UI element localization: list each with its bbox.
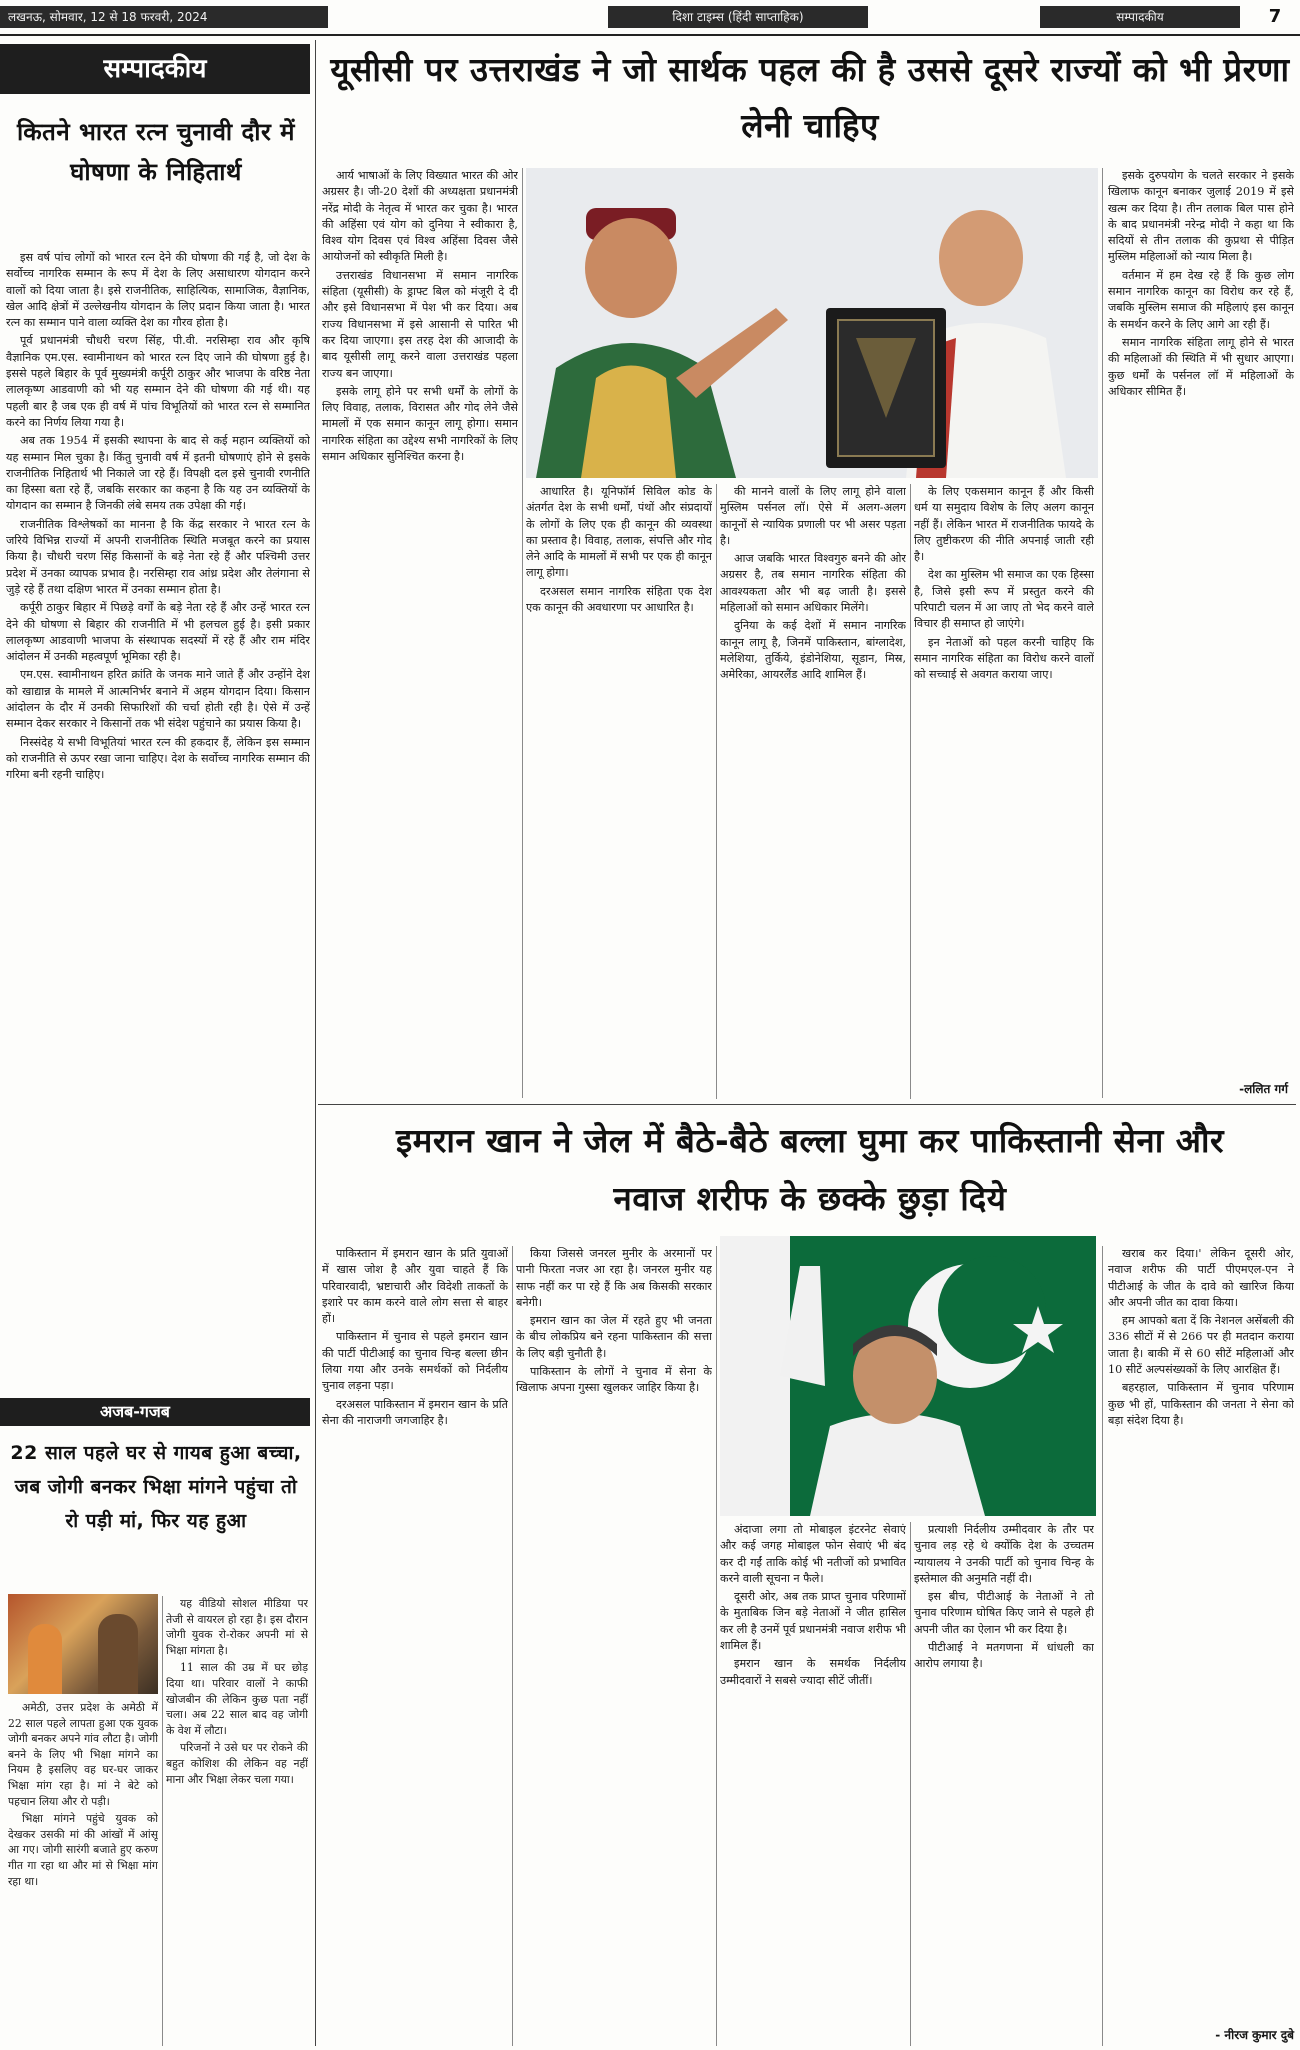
top-paragraph: इसके लागू होने पर सभी धर्मों के लोगों के लिए विवाह, तलाक, विरासत और गोद लेने जैसे मामलों में एक समान कानून लागू होगा। समान नागरिक संहिता का उद्देश्य सभी नागरिकों के लिए समान अधिकार सुनिश्चित करना है। [322, 384, 518, 464]
bottom-paragraph: किया जिससे जनरल मुनीर के अरमानों पर पानी फिरता नजर आ रहा है। जनरल मुनीर यह साफ नहीं कर पा रहे हैं कि अब किसकी सरकार बनेगी। [516, 1247, 712, 1309]
ajab-paragraph: परिजनों ने उसे घर पर रोकने की बहुत कोशिश की लेकिन वह नहीं माना और भिक्षा लेकर चला गया। [166, 1741, 308, 1786]
jogi-photo [8, 1594, 158, 1694]
photo-illustration [720, 1236, 1096, 1516]
top-col1 [322, 168, 518, 1103]
top-paragraph: समान नागरिक संहिता लागू होने से भारत की महिलाओं की स्थिति में भी सुधार आएगा। कुछ धर्मों के पर्सनल लॉ में महिलाओं के अधिकार सीमित हैं। [1108, 335, 1294, 398]
left-paragraph: कर्पूरी ठाकुर बिहार में पिछड़े वर्गों के बड़े नेता रहे हैं और उन्हें भारत रत्न देने की घोषणा से बिहार की राजनीति में भी हलचल हुई है। इसी प्रकार लालकृष्ण आडवाणी भाजपा के संस्थापक सदस्यों में रहे हैं और राम मंदिर आंदोलन में उनकी महत्वपूर्ण भूमिका रही है। [6, 601, 310, 664]
left-paragraph: एम.एस. स्वामीनाथन हरित क्रांति के जनक माने जाते हैं और उन्होंने देश को खाद्यान्न के मामले में आत्मनिर्भर बनाने में अहम योगदान दिया। किसान आंदोलन के दौर में उनकी सिफारिशों की चर्चा होती रही है। ऐसे में उन्हें सम्मान देकर सरकार ने किसानों तक भी संदेश पहुंचाने का प्रयास किया है। [6, 668, 310, 731]
bottom-paragraph: प्रत्याशी निर्दलीय उम्मीदवार के तौर पर चुनाव लड़ रहे थे क्योंकि देश के उच्चतम न्यायालय ने उनकी पार्टी को चुनाव चिन्ह के इस्तेमाल की अनुमति नहीं दी। [914, 1523, 1094, 1585]
left-paragraph: इस वर्ष पांच लोगों को भारत रत्न देने की घोषणा की गई है, जो देश के सर्वोच्च नागरिक सम्मान के रूप में देश के लिए असाधारण योगदान करने वालों को दिया जाता है। इसे राजनीतिक, साहित्यिक, सामाजिक, वैज्ञानिक, खेल आदि क्षेत्रों में उल्लेखनीय योगदान के लिए प्रदान किया जाता है। भारत रत्न का सम्मान पाने वाला व्यक्ति देश का गौरव होता है। [6, 251, 310, 330]
section-divider [318, 1104, 1296, 1105]
top-paragraph: उत्तराखंड विधानसभा में समान नागरिक संहिता (यूसीसी) के ड्राफ्ट बिल को मंजूरी दे दी और इसे विधानसभा में पेश भी कर दिया। अब राज्य विधानसभा में इसे आसानी से पारित भी कर दिया जाएगा। इस तरह देश की आजादी के बाद यूसीसी लागू करने वाला उत्तराखंड पहला राज्य बन जाएगा। [322, 268, 518, 380]
bottom-col2 [516, 1246, 712, 2046]
bottom-paragraph: इमरान खान के समर्थक निर्दलीय उम्मीदवारों ने सबसे ज्यादा सीटें जीतीं। [720, 1657, 906, 1687]
column-rule [1102, 168, 1103, 1098]
column-rule [910, 1522, 911, 2046]
top-paragraph: आर्य भाषाओं के लिए विख्यात भारत की ओर अग्रसर है। जी-20 देशों की अध्यक्षता प्रधानमंत्री नरेंद्र मोदी के नेतृत्व में भारत कर चुका है। भारत की अहिंसा एवं योग को दुनिया ने स्वीकारा है, विश्व योग दिवस एवं विश्व अहिंसा दिवस जैसे आयोजनों को स्वीकृति मिली है। [322, 169, 518, 264]
top-paragraph: आधारित है। यूनिफॉर्म सिविल कोड के अंतर्गत देश के सभी धर्मों, पंथों और संप्रदायों के लोगों के लिए एक ही कानून की व्यवस्था का प्रस्ताव है। विवाह, तलाक, संपत्ति और गोद लेने आदि के मामलों में सभी पर एक ही कानून लागू होगा। [526, 485, 712, 580]
dateline: लखनऊ, सोमवार, 12 से 18 फरवरी, 2024 [0, 6, 328, 28]
column-rule [512, 1246, 513, 2046]
bottom-col1 [322, 1246, 508, 2046]
bottom-col4 [914, 1522, 1094, 2046]
column-rule [522, 168, 523, 1098]
column-rule [162, 1596, 163, 2046]
top-col4 [914, 484, 1094, 1104]
bottom-paragraph: इमरान खान का जेल में रहते हुए भी जनता के बीच लोकप्रिय बने रहना पाकिस्तान की सत्ता के लिए बड़ी चुनौती है। [516, 1314, 712, 1360]
ajab-paragraph: यह वीडियो सोशल मीडिया पर तेजी से वायरल हो रहा है। इस दौरान जोगी युवक रो-रोकर अपनी मां से भिक्षा मांगता है। [166, 1597, 308, 1657]
top-paragraph: के लिए एकसमान कानून हैं और किसी धर्म या समुदाय विशेष के लिए अलग कानून नहीं हैं। लेकिन भारत में राजनीतिक फायदे के लिए तुष्टीकरण की नीति अपनाई जाती रही है। [914, 485, 1094, 564]
column-rule [716, 1246, 717, 2046]
masthead [0, 0, 1300, 36]
ajab-gajab-title: 22 साल पहले घर से गायब हुआ बच्चा, जब जोगी बनकर भिक्षा मांगने पहुंचा तो रो पड़ी मां, फिर यह हुआ [10, 1442, 302, 1532]
top-paragraph: दुनिया के कई देशों में समान नागरिक कानून लागू है, जिनमें पाकिस्तान, बांग्लादेश, मलेशिया, तुर्किये, इंडोनेशिया, सूडान, मिस्र, अमेरिका, आयरलैंड आदि शामिल हैं। [720, 619, 906, 682]
ajab-gajab-col2 [166, 1596, 308, 2046]
column-rule [716, 484, 717, 1099]
bottom-paragraph: दूसरी ओर, अब तक प्राप्त चुनाव परिणामों के मुताबिक जिन बड़े नेताओं ने जीत हासिल कर ली है उनमें पूर्व प्रधानमंत्री नवाज शरीफ भी शामिल हैं। [720, 1590, 906, 1653]
bottom-paragraph: पीटीआई ने मतगणना में धांधली का आरोप लगाया है। [914, 1641, 1094, 1671]
bottom-paragraph: हम आपको बता दें कि नेशनल असेंबली की 336 सीटों में से 266 पर ही मतदान कराया जाता है। बाकी में से 60 सीटें महिलाओं और 10 सीटें अल्पसंख्यकों के लिए आरक्षित हैं। [1108, 1314, 1294, 1377]
bottom-paragraph: दरअसल पाकिस्तान में इमरान खान के प्रति सेना की नाराजगी जगजाहिर है। [322, 1397, 508, 1427]
person-silhouette [98, 1614, 138, 1694]
section-tab: सम्पादकीय [1040, 6, 1240, 28]
top-col5 [1108, 168, 1294, 1078]
ajab-paragraph: भिक्षा मांगने पहुंचे युवक को देखकर उसकी मां की आंखों में आंसू आ गए। जोगी सारंगी बजाते हुए करुण गीत गा रहा था और मां से भिक्षा मांग रहा था। [8, 1812, 158, 1888]
left-paragraph: निस्संदेह ये सभी विभूतियां भारत रत्न की हकदार हैं, लेकिन इस सम्मान को राजनीति से ऊपर रखा जाना चाहिए। देश के सर्वोच्च नागरिक सम्मान की गरिमा बनी रहनी चाहिए। [6, 735, 310, 782]
ajab-gajab-col1 [8, 1700, 158, 2045]
top-paragraph: की मानने वालों के लिए लागू होने वाला मुस्लिम पर्सनल लॉ। ऐसे में अलग-अलग कानूनों से न्यायिक प्रणाली पर भी असर पड़ता है। [720, 485, 906, 547]
bottom-article-headline: इमरान खान ने जेल में बैठे-बैठे बल्ला घुमा कर पाकिस्तानी सेना और नवाज शरीफ के छक्के छुड़ा दिये [395, 1121, 1225, 1218]
bottom-paragraph: पाकिस्तान में चुनाव से पहले इमरान खान की पार्टी पीटीआई का चुनाव चिन्ह बल्ला छीन लिया गया और उनके समर्थकों को निर्दलीय चुनाव लड़ना पड़ा। [322, 1330, 508, 1393]
top-paragraph: देश का मुस्लिम भी समाज का एक हिस्सा है, जिसे इसी रूप में प्रस्तुत करने की परिपाटी चलन में आ जाए तो भेद करने वाले विचार ही समाप्त हो जाएंगे। [914, 568, 1094, 631]
top-article-signature: -ललित गर्ग [1239, 1082, 1288, 1096]
left-paragraph: अब तक 1954 में इसकी स्थापना के बाद से कई महान व्यक्तियों को यह सम्मान मिल चुका है। किंतु चुनावी वर्ष में इतनी घोषणाएं होने से इसके राजनीतिक निहितार्थ भी निकाले जा रहे हैं। विपक्षी दल इसे चुनावी रणनीति का हिस्सा बता रहे हैं, जबकि सरकार का कहना है कि यह उन व्यक्तियों के योगदान का सम्मान है जिनकी लंबे समय तक उपेक्षा की गई। [6, 434, 310, 513]
column-rule [910, 484, 911, 1099]
top-paragraph: आज जबकि भारत विश्वगुरु बनने की ओर अग्रसर है, तब समान नागरिक संहिता की आवश्यकता और भी बढ़ जाती है। इससे महिलाओं को समान अधिकार मिलेंगे। [720, 552, 906, 615]
top-paragraph: वर्तमान में हम देख रहे हैं कि कुछ लोग समान नागरिक कानून का विरोध कर रहे हैं, जबकि मुस्लिम समाज की महिलाएं इस कानून के समर्थन करने के लिए आगे आ रही हैं। [1108, 268, 1294, 331]
column-rule [1102, 1246, 1103, 2046]
bottom-paragraph: इस बीच, पीटीआई के नेताओं ने तो चुनाव परिणाम घोषित किए जाने से पहले ही अपनी जीत का ऐलान भी कर दिया है। [914, 1590, 1094, 1636]
bottom-col3 [720, 1522, 906, 2046]
bottom-paragraph: बहरहाल, पाकिस्तान में चुनाव परिणाम कुछ भी हों, पाकिस्तान की जनता ने सेना को बड़ा संदेश दिया है। [1108, 1381, 1294, 1427]
ajab-paragraph: 11 साल की उम्र में घर छोड़ दिया था। परिवार वालों ने काफी खोजबीन की लेकिन कुछ पता नहीं चला। अब 22 साल बाद वह जोगी के वेश में लौटा। [166, 1661, 308, 1737]
left-paragraph: राजनीतिक विश्लेषकों का मानना है कि केंद्र सरकार ने भारत रत्न के जरिये विभिन्न राज्यों में अपनी राजनीतिक स्थिति मजबूत करने का प्रयास किया है। चौधरी चरण सिंह किसानों के बड़े नेता रहे हैं और पश्चिमी उत्तर प्रदेश में उनका व्यापक प्रभाव है। नरसिम्हा राव आंध्र प्रदेश और तेलंगाना से जुड़े रहे हैं तथा दक्षिण भारत में उनका सम्मान होता है। [6, 517, 310, 596]
bottom-paragraph: अंदाजा लगा तो मोबाइल इंटरनेट सेवाएं और कई जगह मोबाइल फोन सेवाएं भी बंद कर दी गईं ताकि कोई भी नतीजों को प्रभावित करने वाली सूचना न फैले। [720, 1523, 906, 1585]
left-article-body [6, 250, 310, 1398]
ajab-gajab-label: अजब-गजब [0, 1398, 310, 1426]
section-label: सम्पादकीय [0, 44, 310, 94]
ajab-paragraph: अमेठी, उत्तर प्रदेश के अमेठी में 22 साल पहले लापता हुआ एक युवक जोगी बनकर अपने गांव लौटा है। जोगी बनने के लिए भी भिक्षा मांगने का नियम है इसलिए वह घर-घर जाकर भिक्षा मांग रहा है। मां ने बेटे को पहचान लिया और रो पड़ी। [8, 1701, 158, 1808]
bottom-article-signature: - नीरज कुमार दुबे [1215, 2028, 1294, 2042]
person-silhouette [28, 1624, 62, 1694]
bottom-paragraph: खराब कर दिया।' लेकिन दूसरी ओर, नवाज शरीफ की पार्टी पीएमएल-एन ने पीटीआई के जीत के दावे को खारिज किया और अपनी जीत का दावा किया। [1108, 1247, 1294, 1309]
main-divider [315, 40, 316, 2046]
bottom-col5 [1108, 1246, 1294, 2024]
left-paragraph: पूर्व प्रधानमंत्री चौधरी चरण सिंह, पी.वी. नरसिम्हा राव और कृषि वैज्ञानिक एम.एस. स्वामीनाथन को भारत रत्न दिए जाने की घोषणा हुई है। इससे पहले बिहार के पूर्व मुख्यमंत्री कर्पूरी ठाकुर और भाजपा के वरिष्ठ नेता लालकृष्ण आडवाणी को भी यह सम्मान देने की घोषणा की गई थी। यह पहली बार है जब एक ही वर्ष में पांच विभूतियों को भारत रत्न से सम्मानित करने का निर्णय लिया गया है। [6, 334, 310, 429]
bottom-paragraph: पाकिस्तान के लोगों ने चुनाव में सेना के खिलाफ अपना गुस्सा खुलकर जाहिर किया है। [516, 1365, 712, 1395]
left-article-title: कितने भारत रत्न चुनावी दौर में घोषणा के निहितार्थ [17, 118, 295, 186]
paper-name: दिशा टाइम्स (हिंदी साप्ताहिक) [608, 6, 868, 28]
top-paragraph: इसके दुरुपयोग के चलते सरकार ने इसके खिलाफ कानून बनाकर जुलाई 2019 में इसे खत्म कर दिया है। तीन तलाक बिल पास होने के बाद प्रधानमंत्री नरेन्द्र मोदी ने कहा था कि सदियों से तीन तलाक की कुप्रथा से पीड़ित मुस्लिम महिलाओं को न्याय मिला है। [1108, 169, 1294, 264]
uttarakhand-photo [526, 168, 1098, 478]
top-paragraph: दरअसल समान नागरिक संहिता एक देश एक कानून की अवधारणा पर आधारित है। [526, 584, 712, 615]
imran-khan-photo [720, 1236, 1096, 1516]
top-col3 [720, 484, 906, 1104]
page-number: 7 [1268, 6, 1282, 27]
bottom-paragraph: पाकिस्तान में इमरान खान के प्रति युवाओं में खास जोश है और युवा चाहते हैं कि परिवारवादी, भ्रष्टाचारी और विदेशी ताकतों के इशारे पर काम करने वाले लोग सत्ता से बाहर हों। [322, 1247, 508, 1326]
photo-illustration [526, 168, 1098, 478]
top-col2 [526, 484, 712, 1104]
top-article-headline: यूसीसी पर उत्तराखंड ने जो सार्थक पहल की है उससे दूसरे राज्यों को भी प्रेरणा लेनी चाहिए [330, 50, 1290, 145]
top-paragraph: इन नेताओं को पहल करनी चाहिए कि समान नागरिक संहिता का विरोध करने वालों को सच्चाई से अवगत कराया जाए। [914, 635, 1094, 682]
